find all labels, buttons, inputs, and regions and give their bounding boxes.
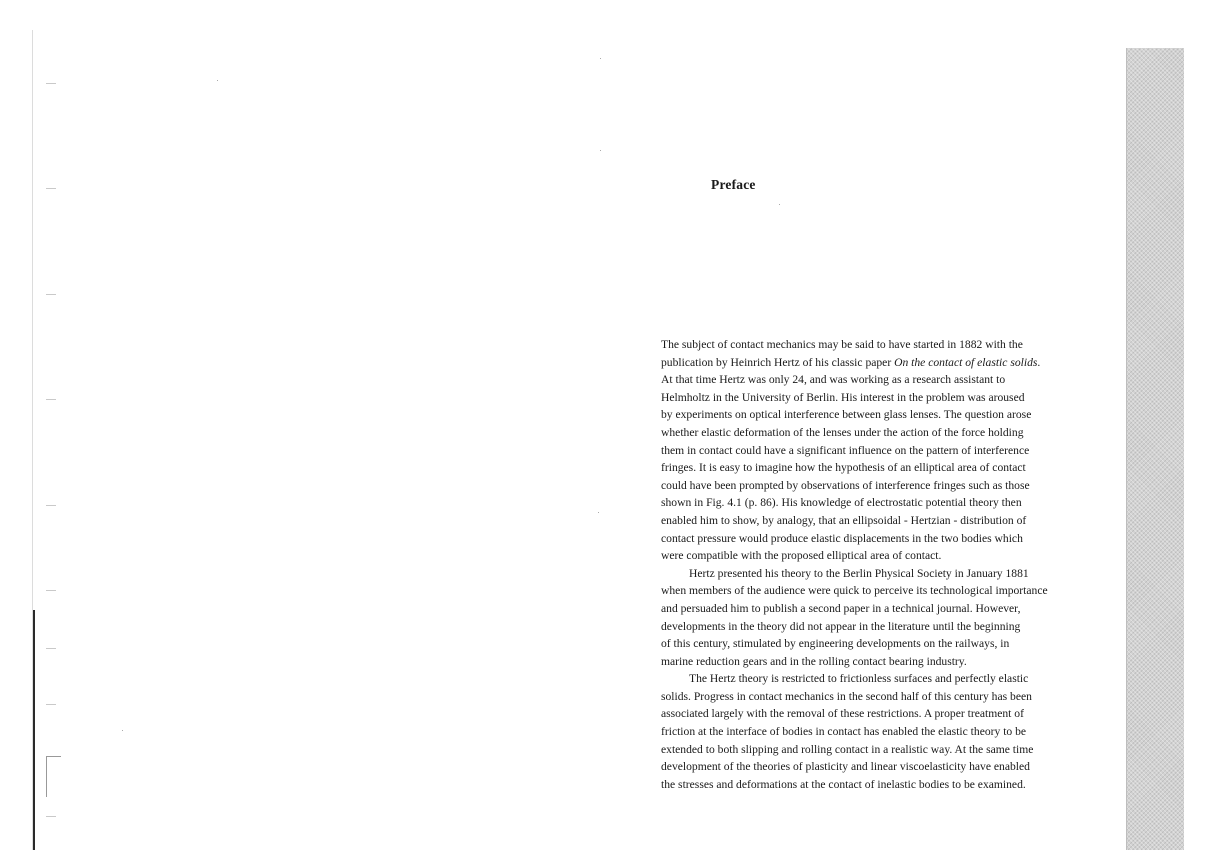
text-line: Helmholtz in the University of Berlin. His interest in the problem was aroused xyxy=(661,390,1025,404)
text-line: could have been prompted by observations of interference fringes such as those xyxy=(661,478,1030,492)
text-line: marine reduction gears and in the rolling contact bearing industry. xyxy=(661,654,967,668)
text-line: of this century, stimulated by engineering developments on the railways, in xyxy=(661,637,1010,651)
text-line: when members of the audience were quick to perceive its technological importance xyxy=(661,584,1048,598)
scan-speck xyxy=(779,204,780,205)
scan-speck xyxy=(217,80,218,81)
margin-tick xyxy=(46,816,56,817)
scan-speck xyxy=(598,512,599,513)
text-line: fringes. It is easy to imagine how the hypothesis of an elliptical area of contact xyxy=(661,461,1026,475)
text-line: friction at the interface of bodies in contact has enabled the elastic theory to be xyxy=(661,725,1027,739)
text-line: enabled him to show, by analogy, that an ellipsoidal - Hertzian - distribution of xyxy=(661,513,1027,527)
text-line: At that time Hertz was only 24, and was working as a research assistant to xyxy=(661,373,1006,387)
text-line: associated largely with the removal of these restrictions. A proper treatment of xyxy=(661,707,1024,721)
text-line: development of the theories of plasticity and linear viscoelasticity have enabled xyxy=(661,760,1030,774)
text-line xyxy=(661,354,1131,372)
margin-tick xyxy=(46,704,56,705)
text-line: contact pressure would produce elastic displacements in the two bodies which xyxy=(661,531,1023,545)
paragraph xyxy=(661,670,1131,793)
margin-tick xyxy=(46,188,56,189)
text-line: and persuaded him to publish a second paper in a technical journal. However, xyxy=(661,601,1021,615)
text-line: The subject of contact mechanics may be said to have started in 1882 with the xyxy=(661,338,1023,351)
text-line: The Hertz theory is restricted to frictionless surfaces and perfectly elastic xyxy=(689,672,1029,686)
margin-tick xyxy=(46,648,56,649)
scan-speck xyxy=(122,730,123,731)
text-line: extended to both slipping and rolling contact in a realistic way. At the same time xyxy=(661,742,1034,756)
body-text xyxy=(661,336,1131,793)
paragraph xyxy=(661,565,1131,671)
text-line: whether elastic deformation of the lenses under the action of the force holding xyxy=(661,425,1024,439)
paper-title-italic: On the contact of elastic solids xyxy=(894,355,1038,369)
text-line: developments in the theory did not appear in the literature until the beginning xyxy=(661,619,1021,633)
text-line: solids. Progress in contact mechanics in the second half of this century has been xyxy=(661,689,1032,703)
text-line: were compatible with the proposed elliptical area of contact. xyxy=(661,549,942,563)
margin-tick xyxy=(46,399,56,400)
text-line: shown in Fig. 4.1 (p. 86). His knowledge of electrostatic potential theory then xyxy=(661,496,1022,510)
margin-tick xyxy=(46,294,56,295)
page-title: Preface xyxy=(711,177,756,192)
scan-speck xyxy=(600,58,601,59)
text-segment: . xyxy=(1037,355,1041,369)
text-line: them in contact could have a significant influence on the pattern of interference xyxy=(661,443,1030,457)
margin-tick xyxy=(46,505,56,506)
margin-tick xyxy=(46,590,56,591)
text-segment: publication by Heinrich Hertz of his classic paper xyxy=(661,355,895,369)
margin-bracket xyxy=(46,756,61,797)
text-line: Hertz presented his theory to the Berlin Physical Society in January 1881 xyxy=(689,566,1029,580)
scan-left-margin xyxy=(0,0,70,868)
scan-gutter-shadow xyxy=(1126,48,1184,850)
paragraph xyxy=(661,336,1131,565)
text-line: by experiments on optical interference between glass lenses. The question arose xyxy=(661,408,1032,422)
scan-binding-shadow xyxy=(33,610,35,850)
text-line: the stresses and deformations at the contact of inelastic bodies to be examined. xyxy=(661,777,1026,791)
scan-speck xyxy=(600,150,601,151)
margin-tick xyxy=(46,83,56,84)
